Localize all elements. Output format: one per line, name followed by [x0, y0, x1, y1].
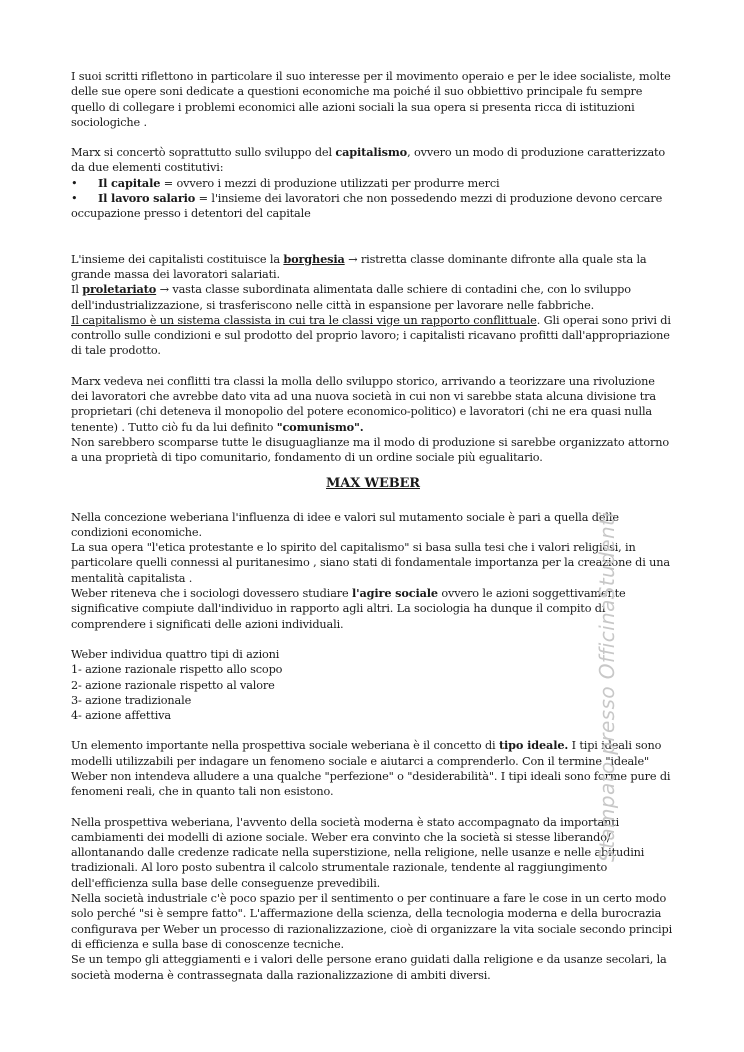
agire-text-end: ovvero le azioni soggettivamente significative compiute dall'individuo in rapporto agli altri. La sociologia ha dunque il compito di comprendere i significati delle azioni individuali. — [71, 587, 626, 631]
proletariato-term: proletariato — [82, 282, 157, 297]
bullet-item-capitale — [71, 176, 675, 191]
proletariato-text: Il — [71, 283, 83, 297]
agire-text: Weber riteneva che i sociologi dovessero studiare — [71, 587, 353, 601]
tipo-ideale-paragraph — [71, 738, 675, 799]
tipo-ideale-term: tipo ideale. — [498, 738, 569, 753]
borghesia-text: L'insieme dei capitalisti costituisce la — [71, 252, 284, 266]
conflict-follow: Non sarebbero scomparse tutte le disuguaglianze ma il modo di produzione si sarebbe organizzato attorno a una proprietà di tipo comunitario, fondamento di un ordine sociale più egualitario. — [71, 435, 670, 465]
watermark-text: Stampato presso OfficinaStudenti — [595, 511, 619, 862]
capitalism-text: Marx si concertò soprattutto sullo sviluppo del — [71, 146, 336, 160]
comunismo-term: "comunismo". — [276, 419, 364, 434]
section-heading: MAX WEBER — [326, 475, 420, 491]
proletariato-text-end: → vasta classe subordinata alimentata dalle schiere di contadini che, con lo sviluppo dell'industrializzazione, si trasferiscono nelle città in espansione per lavorare nelle fabbriche. — [71, 283, 631, 312]
borghesia-term: borghesia — [283, 251, 345, 266]
weber-intro-paragraph: Nella concezione weberiana l'influenza di idee e valori sul mutamento sociale è pari a quella delle condizioni economiche. — [71, 510, 619, 539]
capitalism-paragraph — [71, 145, 675, 176]
bullet-term: Il capitale — [98, 175, 161, 190]
intro-paragraph: I suoi scritti riflettono in particolare il suo interesse per il movimento operaio e per le idee socialiste, molte delle sue opere soni dedicate a questioni economiche ma poiché il suo obbiettivo principale fu sempre quello di collegare i problemi economici alle azioni sociali la sua opera si presenta ricca di istituzioni sociologiche . — [71, 70, 671, 129]
bullet-marker: • — [71, 176, 78, 190]
bullet-marker: • — [71, 192, 78, 206]
bullet-text — [98, 176, 500, 191]
spacer — [71, 494, 675, 510]
tipo-ideale-text-end: I tipi ideali sono modelli utilizzabili per indagare un fenomeno sociale e aiutarci a comprenderlo. Con il termine "ideale" Weber non intendeva alludere a una qualche "perfezione" o "desiderabilità". I tipi ideali sono forme pure di fenomeni reali, che in quanto tali non esistono. — [71, 739, 671, 799]
conflict-paragraph — [71, 374, 675, 435]
spacer — [71, 632, 675, 647]
spacer — [71, 466, 675, 474]
classista-text-end: . Gli operai sono privi di controllo sulle condizioni e sul prodotto del proprio lavoro; i capitalisti ricavano profitti dall'appropriazione di tale prodotto. — [71, 313, 671, 358]
weber-opera-paragraph: La sua opera "l'etica protestante e lo spirito del capitalismo" si basa sulla tesi che i valori religiosi, in particolare quelli connessi al puritanesimo , siano stati di fondamentale importanza per la creazione di una mentalità capitalista . — [71, 541, 671, 585]
modern-paragraph-3: Se un tempo gli atteggiamenti e i valori delle persone erano guidati dalla religione e da usanze secolari, la società moderna è contrassegnata dalla razionalizzazione di ambiti diversi. — [71, 953, 667, 982]
tipo-ideale-text: Un elemento importante nella prospettiva sociale weberiana è il concetto di — [71, 739, 499, 753]
agire-paragraph — [71, 586, 675, 632]
spacer — [71, 222, 675, 252]
modern-paragraph-2: Nella società industriale c'è poco spazio per il sentimento o per continuare a fare le cose in un certo modo solo perché "si è sempre fatto". L'affermazione della scienza, della tecnologia moderna e della burocrazia configurava per Weber un processo di razionalizzazione, cioè di organizzare la vita sociale secondo principi di efficienza e sulla base di conoscenze tecniche. — [71, 892, 673, 951]
actions-intro: Weber individua quattro tipi di azioni — [71, 647, 280, 661]
modern-paragraph-1: Nella prospettiva weberiana, l'avvento della società moderna è stato accompagnato da importanti cambiamenti dei modelli di azione sociale. Weber era convinto che la società si stesse liberando/ allontanando dalle credenze radicate nella superstizione, nella religione, nelle usanze e nelle abitudini tradizionali. Al loro posto subentra il calcolo strumentale razionale, tendente al raggiungimento dell'efficienza sulla base delle conseguenze prevedibili. — [71, 815, 645, 890]
spacer — [71, 130, 675, 145]
classista-paragraph — [71, 313, 675, 359]
spacer — [71, 800, 675, 815]
bullet-definition: = ovvero i mezzi di produzione utilizzati per produrre merci — [160, 176, 500, 190]
proletariato-paragraph — [71, 282, 675, 313]
conflict-text: Marx vedeva nei conflitti tra classi la molla dello sviluppo storico, arrivando a teorizzare una rivoluzione dei lavoratori che avrebbe dato vita ad una nuova società in cui non vi sarebbe stata alcuna divisione tra proprietari (chi deteneva il monopolio del potere economico-politico) e lavoratori (chi ne era quasi nulla tenente) . Tutto ciò fu da lui definito — [71, 374, 656, 434]
action-list-item: 3- azione tradizionale — [71, 693, 192, 707]
bullet-definition: = l'insieme dei lavoratori che non possedendo mezzi di produzione devono cercare occupazione presso i detentori del capitale — [71, 192, 663, 221]
spacer — [71, 359, 675, 374]
bullet-term: Il lavoro salario — [98, 191, 196, 206]
agire-term: l'agire sociale — [352, 586, 438, 601]
capitalism-term: capitalismo — [335, 145, 408, 160]
borghesia-text-end: → ristretta classe dominante difronte alla quale sta la grande massa dei lavoratori salariati. — [71, 252, 647, 281]
borghesia-paragraph — [71, 252, 675, 283]
capitalism-text-end: , ovvero un modo di produzione caratterizzato da due elementi costitutivi: — [71, 146, 666, 175]
action-list-item: 4- azione affettiva — [71, 709, 171, 723]
document-page — [71, 69, 675, 983]
spacer — [71, 723, 675, 738]
action-list-item: 2- azione razionale rispetto al valore — [71, 678, 275, 692]
classista-underlined: Il capitalismo è un sistema classista in cui tra le classi vige un rapporto conflittuale — [71, 313, 537, 327]
action-list-item: 1- azione razionale rispetto allo scopo — [71, 663, 283, 677]
bullet-item-lavoro — [71, 191, 675, 222]
